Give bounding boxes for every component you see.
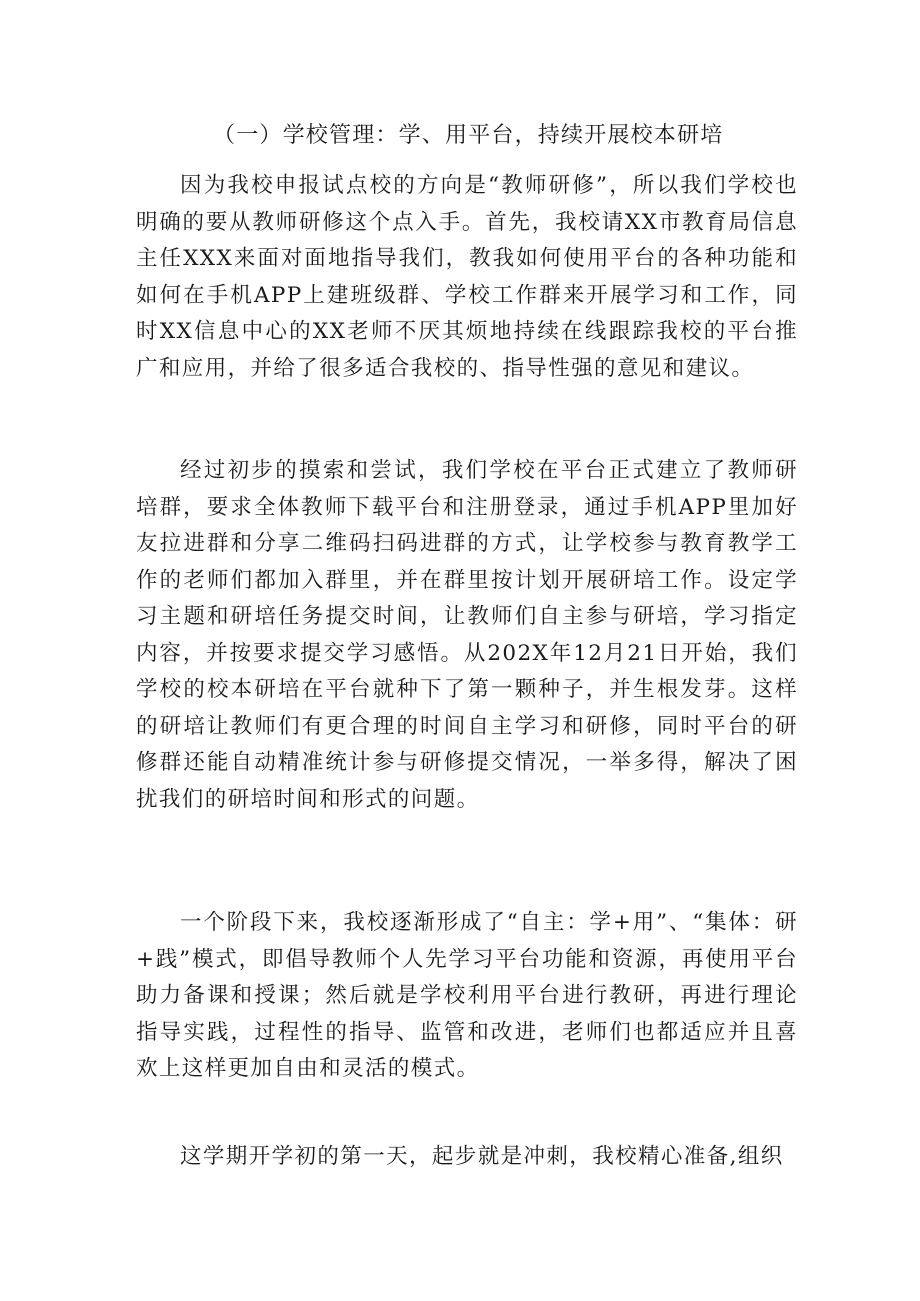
paragraph-1: 因为我校申报试点校的方向是“教师研修”，所以我们学校也明确的要从教师研修这个点入手。首先，我校请XX市教育局信息主任XXX来面对面地指导我们，教我如何使用平台的各种功能和如何在手机APP上建班级群、学校工作群来开展学习和工作，同时XX信息中心的XX老师不厌其烦地持续在线跟踪我校的平台推广和应用，并给了很多适合我校的、指导性强的意见和建议。	[136, 173, 798, 381]
paragraph-3: 一个阶段下来，我校逐渐形成了“自主：学+用”、“集体：研+践”模式，即倡导教师个人先学习平台功能和资源，再使用平台助力备课和授课；然后就是学校利用平台进行教研，再进行理论指导实践，过程性的指导、监管和改进，老师们也都适应并且喜欢上这样更加自由和灵活的模式。	[136, 910, 798, 1081]
paragraph-4: 这学期开学初的第一天，起步就是冲刺，我校精心准备,组织	[180, 1144, 784, 1169]
section-heading: （一）学校管理：学、用平台，持续开展校本研培	[213, 123, 724, 148]
paragraph-2: 经过初步的摸索和尝试，我们学校在平台正式建立了教师研培群，要求全体教师下载平台和注册登录，通过手机APP里加好友拉进群和分享二维码扫码进群的方式，让学校参与教育教学工作的老师们都加入群里，并在群里按计划开展研培工作。设定学习主题和研培任务提交时间，让教师们自主参与研培，学习指定内容，并按要求提交学习感悟。从202X年12月21日开始，我们学校的校本研培在平台就种下了第一颗种子，并生根发芽。这样的研培让教师们有更合理的时间自主学习和研修，同时平台的研修群还能自动精准统计参与研修提交情况，一举多得，解决了困扰我们的研培时间和形式的问题。	[136, 458, 798, 812]
